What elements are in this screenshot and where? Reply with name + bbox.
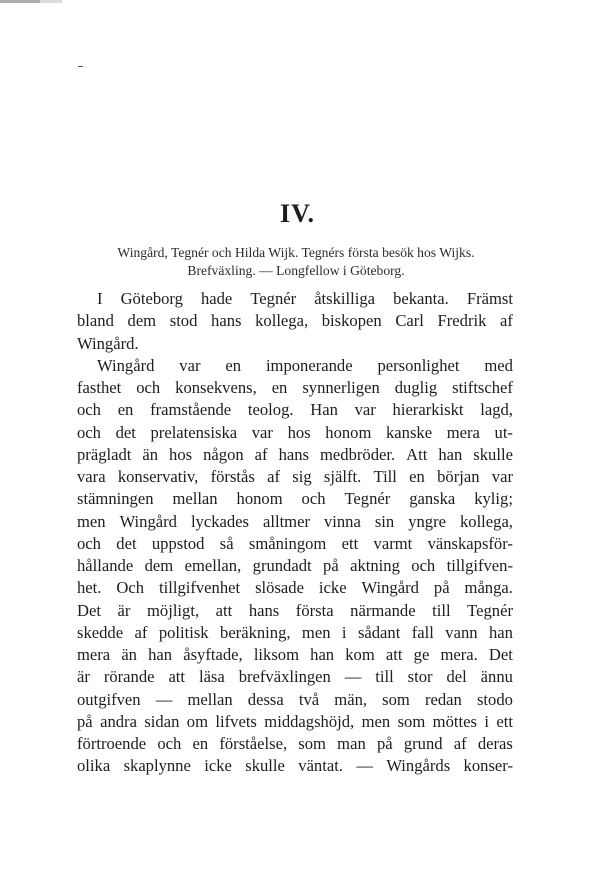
- word: hållande: [77, 556, 134, 575]
- word: första: [295, 600, 334, 620]
- text-line: [77, 288, 513, 310]
- word: stämningen: [77, 489, 154, 509]
- word: det: [115, 422, 136, 442]
- word: Tegnér: [467, 600, 513, 620]
- word: —: [344, 667, 362, 687]
- word: lifvets: [215, 711, 257, 731]
- word: lagd,: [480, 400, 513, 420]
- word: rörande: [103, 667, 155, 687]
- word: kom: [345, 645, 375, 664]
- word: närmande: [350, 600, 416, 620]
- word: uppstod: [151, 533, 205, 553]
- word: till: [432, 600, 451, 620]
- word: personlighet: [377, 355, 460, 375]
- word: Att: [406, 444, 428, 464]
- word: många.: [464, 578, 513, 598]
- word: Främst: [466, 289, 513, 308]
- word: fasthet: [77, 378, 122, 397]
- word: Det: [488, 645, 513, 664]
- word: mera.: [440, 645, 478, 664]
- word: var: [491, 467, 513, 486]
- word: af: [500, 311, 513, 331]
- word: stod: [169, 311, 198, 331]
- word: än: [121, 645, 137, 664]
- word: dem: [144, 556, 174, 575]
- word: varmt: [373, 533, 413, 553]
- word: småningom: [248, 533, 327, 553]
- word: att: [385, 645, 403, 664]
- word: om: [186, 711, 208, 731]
- word: var: [179, 355, 201, 375]
- text-line: [77, 755, 513, 777]
- text-line: [77, 577, 513, 599]
- word: hos: [169, 444, 193, 464]
- word: aktning: [350, 556, 400, 575]
- text-line: [77, 422, 513, 444]
- word: men: [77, 511, 106, 531]
- word: vara: [77, 467, 106, 486]
- word: ännu: [480, 667, 513, 687]
- word: lyckades: [190, 511, 249, 531]
- word: i: [341, 622, 347, 642]
- word: var: [354, 400, 376, 420]
- word: brefväxlingen: [238, 667, 331, 687]
- word: tillgifven-: [446, 556, 513, 575]
- word: mera: [446, 422, 480, 442]
- word: hans: [278, 444, 309, 464]
- word: möttes: [432, 711, 477, 731]
- word: —: [356, 756, 373, 776]
- word: middagshöjd,: [264, 711, 355, 731]
- word: ut-: [494, 422, 513, 442]
- word: början: [437, 467, 480, 486]
- word: men: [301, 622, 331, 642]
- text-line: [77, 689, 513, 711]
- word: åsyftade,: [183, 645, 243, 664]
- word: det: [116, 533, 137, 553]
- word: konser-: [463, 756, 513, 776]
- word: sin: [374, 511, 395, 531]
- word: skulle: [245, 756, 285, 776]
- word: honom: [236, 489, 283, 509]
- word: beräkning,: [220, 622, 291, 642]
- word: att: [215, 600, 233, 620]
- word: två: [298, 689, 320, 709]
- word: en: [271, 378, 288, 397]
- word: icke: [204, 756, 232, 776]
- word: vänskapsför-: [427, 533, 513, 553]
- word: bland: [77, 311, 114, 331]
- word: grund: [403, 734, 443, 753]
- word: Wingård: [119, 511, 177, 531]
- text-line: [77, 511, 513, 533]
- word: Det: [77, 600, 101, 620]
- word: skaplynne: [123, 756, 191, 776]
- word: ganska: [409, 489, 456, 509]
- word: Han: [310, 400, 338, 420]
- word: väntat.: [298, 756, 343, 776]
- word: och: [157, 734, 182, 753]
- word: förtroende: [77, 734, 147, 753]
- word: och: [301, 489, 326, 509]
- word: Göteborg: [120, 289, 183, 308]
- word: kanske: [386, 422, 433, 442]
- word: en: [117, 400, 134, 420]
- word: sådant: [357, 622, 401, 642]
- word: prägladt: [77, 444, 132, 464]
- word: läsa: [198, 667, 225, 687]
- text-line: [77, 600, 513, 622]
- word: hierarkiskt: [392, 400, 464, 420]
- word: Wingård.: [77, 333, 139, 353]
- word: kollega,: [459, 511, 513, 531]
- text-line: [77, 711, 513, 733]
- word: emellan,: [184, 556, 242, 575]
- text-line: [77, 333, 513, 355]
- word: andra: [100, 711, 137, 731]
- word: på: [77, 711, 93, 731]
- text-line: [77, 377, 513, 399]
- word: del: [446, 667, 467, 687]
- word: Till: [373, 467, 397, 486]
- word: Wingård: [361, 578, 419, 598]
- word: på: [376, 734, 393, 753]
- word: kylig;: [474, 489, 513, 509]
- word: outgifven: [77, 689, 141, 709]
- word: het.: [77, 578, 102, 598]
- word: medbröder.: [320, 444, 396, 464]
- word: på: [323, 556, 339, 575]
- word: framstående: [150, 400, 232, 420]
- word: I: [97, 289, 103, 308]
- word: duglig: [394, 378, 438, 397]
- word: och: [77, 422, 101, 442]
- word: hade: [200, 289, 233, 308]
- text-line: [77, 399, 513, 421]
- text-line: [77, 488, 513, 510]
- word: stor: [407, 667, 433, 687]
- summary-line: Brefväxling. — Longfellow i Göteborg.: [187, 263, 405, 278]
- word: fall: [411, 622, 434, 642]
- word: grundadt: [252, 556, 312, 575]
- word: han: [310, 645, 335, 664]
- word: Wingård: [97, 355, 155, 375]
- word: på: [433, 578, 450, 598]
- word: dessa: [247, 689, 284, 709]
- text-line: [77, 666, 513, 688]
- word: hans: [211, 311, 242, 331]
- word: olika: [77, 756, 111, 776]
- word: Tegnér: [250, 289, 297, 308]
- word: till: [375, 667, 394, 687]
- word: vann: [445, 622, 478, 642]
- text-line: [77, 733, 513, 755]
- word: var: [251, 422, 273, 442]
- word: en: [192, 734, 209, 753]
- word: sig: [292, 467, 312, 486]
- word: Carl: [395, 311, 424, 331]
- word: ett: [341, 533, 359, 553]
- word: Och: [116, 578, 145, 598]
- word: sidan: [144, 711, 180, 731]
- word: icke: [318, 578, 347, 598]
- word: prelatensiska: [150, 422, 238, 442]
- word: och: [77, 533, 101, 553]
- word: att: [168, 667, 186, 687]
- scan-speck: [78, 66, 83, 67]
- word: men: [361, 711, 391, 731]
- word: dem: [127, 311, 157, 331]
- word: han: [438, 444, 463, 464]
- word: vinna: [323, 511, 361, 531]
- word: af: [254, 444, 268, 464]
- word: som: [298, 734, 326, 753]
- word: konsekvens,: [175, 378, 257, 397]
- word: mera: [77, 645, 111, 664]
- word: bekanta.: [393, 289, 449, 308]
- word: och: [77, 400, 101, 420]
- chapter-summary: [70, 244, 522, 280]
- word: hos: [287, 422, 311, 442]
- body-text: [77, 288, 513, 778]
- word: skedde: [77, 622, 124, 642]
- text-line: [77, 310, 513, 332]
- word: och: [411, 556, 436, 575]
- word: Fredrik: [437, 311, 487, 331]
- word: kollega,: [255, 311, 309, 331]
- word: —: [155, 689, 173, 709]
- chapter-number: IV.: [279, 199, 316, 228]
- word: politisk: [158, 622, 209, 642]
- word: en: [225, 355, 242, 375]
- text-line: [77, 644, 513, 666]
- word: man: [337, 734, 366, 753]
- word: själft.: [323, 467, 362, 486]
- word: mellan: [187, 689, 233, 709]
- word: Wingårds: [386, 756, 451, 776]
- word: ge: [413, 645, 430, 664]
- word: af: [134, 622, 148, 642]
- word: tillgifvenhet: [159, 578, 241, 598]
- word: med: [484, 355, 513, 375]
- word: synnerligen: [302, 378, 380, 397]
- scan-corner-mark: [0, 0, 62, 3]
- word: redan: [424, 689, 462, 709]
- word: han: [488, 622, 513, 642]
- word: är: [77, 667, 90, 687]
- word: i: [484, 711, 489, 731]
- word: män,: [334, 689, 368, 709]
- word: som: [397, 711, 426, 731]
- word: han: [148, 645, 173, 664]
- text-line: [77, 555, 513, 577]
- text-line: [77, 622, 513, 644]
- word: så: [219, 533, 234, 553]
- word: alltmer: [262, 511, 310, 531]
- word: mellan: [172, 489, 218, 509]
- word: imponerande: [265, 355, 353, 375]
- word: förståelse,: [219, 734, 288, 753]
- word: åtskilliga: [314, 289, 376, 308]
- word: slösade: [255, 578, 304, 598]
- text-line: [77, 444, 513, 466]
- word: teolog.: [247, 400, 294, 420]
- word: är: [117, 600, 131, 620]
- text-line: [77, 466, 513, 488]
- word: deras: [477, 734, 513, 753]
- word: Tegnér: [344, 489, 391, 509]
- text-line: [77, 533, 513, 555]
- word: ett: [496, 711, 513, 731]
- word: honom: [325, 422, 372, 442]
- word: stiftschef: [452, 378, 513, 397]
- word: konservativ,: [117, 467, 199, 486]
- word: af: [453, 734, 467, 753]
- word: stodo: [476, 689, 513, 709]
- word: möjligt,: [147, 600, 200, 620]
- word: en: [409, 467, 425, 486]
- word: någon: [203, 444, 244, 464]
- word: än: [142, 444, 159, 464]
- word: som: [382, 689, 410, 709]
- word: förstås: [210, 467, 255, 486]
- word: skulle: [473, 444, 513, 464]
- word: yngre: [408, 511, 446, 531]
- summary-line: Wingård, Tegnér och Hilda Wijk. Tegnérs första besök hos Wijks.: [117, 245, 475, 260]
- word: hans: [248, 600, 280, 620]
- word: af: [267, 467, 281, 486]
- text-line: [77, 355, 513, 377]
- word: liksom: [253, 645, 299, 664]
- word: biskopen: [321, 311, 382, 331]
- word: och: [136, 378, 161, 397]
